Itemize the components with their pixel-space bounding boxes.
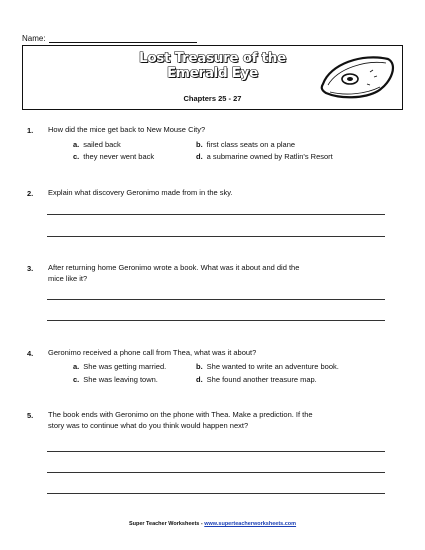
question-4-text: Geronimo received a phone call from Thea, what was it about? — [48, 348, 257, 357]
question-1-option-d[interactable] — [196, 152, 333, 161]
option-text: She found another treasure map. — [206, 375, 317, 384]
option-text: She was leaving town. — [83, 375, 158, 384]
option-letter: b. — [196, 140, 203, 149]
answer-line[interactable] — [47, 236, 385, 237]
question-4-option-d[interactable] — [196, 375, 317, 384]
question-3-text-line-1: After returning home Geronimo wrote a book. What was it about and did the — [48, 263, 300, 272]
question-5-text-line-1: The book ends with Geronimo on the phone with Thea. Make a prediction. If the — [48, 410, 313, 419]
answer-line[interactable] — [47, 214, 385, 215]
question-1-number: 1. — [27, 126, 34, 135]
option-text: first class seats on a plane — [206, 140, 296, 149]
option-text: She wanted to write an adventure book. — [206, 362, 339, 371]
footer-separator: - — [199, 521, 205, 527]
chapters-label: Chapters 25 - 27 — [183, 94, 242, 103]
option-letter: c. — [73, 152, 80, 161]
question-4-number: 4. — [27, 349, 34, 358]
question-2-number: 2. — [27, 189, 34, 198]
answer-line[interactable] — [47, 493, 385, 494]
option-letter: a. — [73, 362, 80, 371]
option-letter: d. — [196, 152, 203, 161]
answer-line[interactable] — [47, 472, 385, 473]
footer-url-link[interactable]: www.superteacherworksheets.com — [204, 521, 297, 527]
emerald-eye-icon — [320, 50, 396, 102]
question-2-text: Explain what discovery Geronimo made from in the sky. — [48, 188, 233, 197]
title-line-1: Lost Treasure of the — [139, 50, 286, 66]
question-4-option-b[interactable] — [196, 362, 339, 371]
name-label: Name: — [22, 34, 46, 43]
question-3-text-line-2: mice like it? — [48, 274, 88, 283]
option-text: She was getting married. — [83, 362, 167, 371]
option-letter: a. — [73, 140, 80, 149]
question-4-option-c[interactable] — [73, 375, 158, 384]
title-line-2: Emerald Eye — [166, 65, 259, 81]
option-text: they never went back — [83, 152, 155, 161]
question-1-text: How did the mice get back to New Mouse City? — [48, 125, 206, 134]
question-4-option-a[interactable] — [73, 362, 166, 371]
option-text: sailed back — [83, 140, 121, 149]
question-1-option-c[interactable] — [73, 152, 154, 161]
answer-line[interactable] — [47, 299, 385, 300]
question-1-option-b[interactable] — [196, 140, 295, 149]
question-5-text-line-2: story was to continue what do you think would happen next? — [48, 421, 249, 430]
footer-brand: Super Teacher Worksheets — [128, 521, 200, 527]
footer — [0, 521, 425, 527]
answer-line[interactable] — [47, 320, 385, 321]
name-line[interactable] — [49, 35, 197, 43]
question-1-option-a[interactable] — [73, 140, 121, 149]
option-letter: b. — [196, 362, 203, 371]
name-field-row — [22, 34, 197, 43]
option-letter: d. — [196, 375, 203, 384]
answer-line[interactable] — [47, 451, 385, 452]
question-5-number: 5. — [27, 411, 34, 420]
question-3-number: 3. — [27, 264, 34, 273]
header-box — [22, 45, 403, 110]
option-letter: c. — [73, 375, 80, 384]
option-text: a submarine owned by Ratlin's Resort — [206, 152, 333, 161]
